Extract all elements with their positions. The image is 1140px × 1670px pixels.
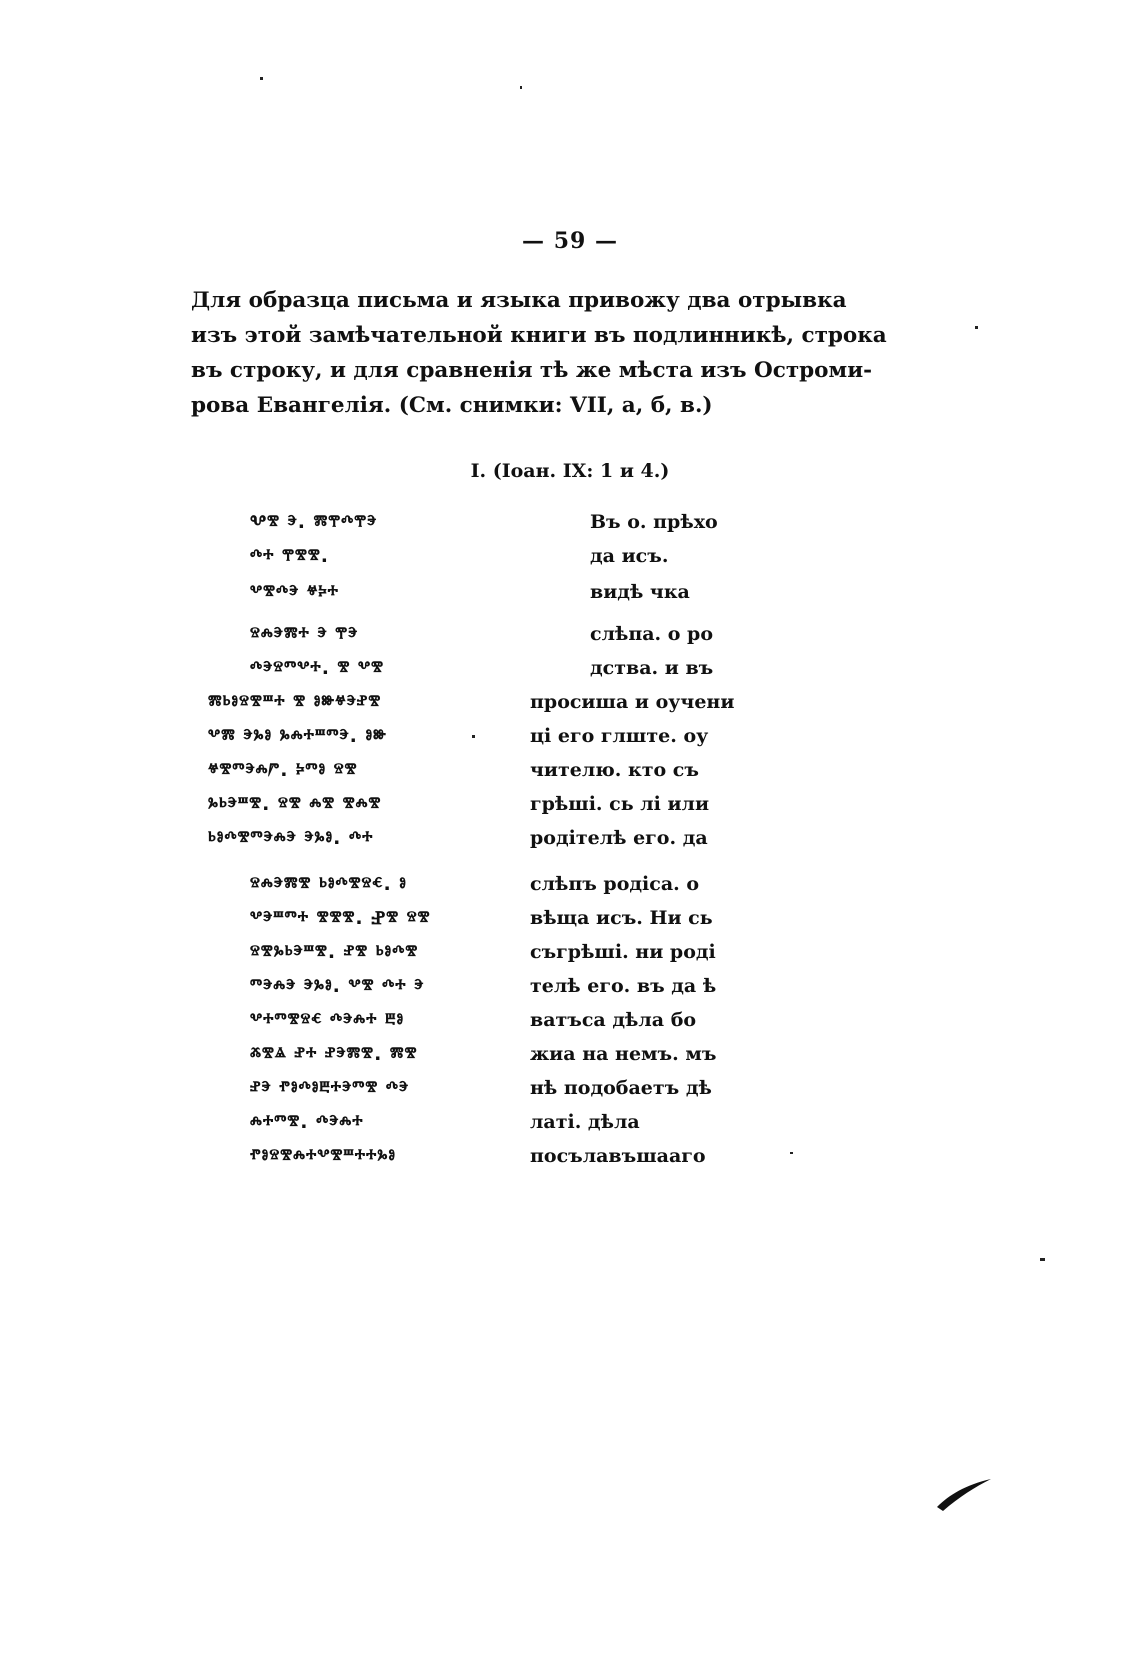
glagolitic-line: ⰿⱃⱁⱄⰺⱎⰰ ⰺ ⱁⱆⱍⰵⱀⰺ	[208, 691, 382, 713]
cyrillic-line: вѣща исъ. Ни сь	[530, 907, 713, 929]
cyrillic-line: ватъса дѣла бо	[530, 1009, 697, 1031]
glagolitic-line: ⰲⰰⱅⰺⱄⱔ ⰴⰵⰾⰰ ⰱⱁ	[250, 1009, 405, 1031]
cyrillic-line: просиша и оучени	[530, 691, 735, 713]
page-number: — 59 —	[522, 228, 618, 254]
glagolitic-line: ⱄⰺⰳⱃⰵⱎⰺ. ⱀⰺ ⱃⱁⰴⰺ	[250, 941, 419, 963]
cyrillic-line: дства. и въ	[590, 657, 714, 679]
glagolitic-line: ⰴⰵⱄⱅⰲⰰ. ⰺ ⰲⰺ	[250, 657, 385, 679]
glagolitic-line: ⱂⱁⱄⰺⰾⰰⰲⰺⱎⰰⰰⰳⱁ	[250, 1145, 397, 1167]
print-speck	[260, 77, 263, 80]
print-speck	[520, 86, 522, 89]
glagolitic-line: ⰲⰺⰴⰵ ⱍⰽⰰ	[250, 581, 339, 603]
cyrillic-line: грѣші. сь лі или	[530, 793, 710, 815]
print-speck	[472, 735, 475, 738]
intro-paragraph	[191, 283, 887, 423]
section-heading: I. (Іоан. IX: 1 и 4.)	[470, 460, 670, 482]
print-speck	[975, 326, 978, 329]
print-speck	[790, 1152, 793, 1154]
cyrillic-line: да исъ.	[590, 545, 669, 567]
glagolitic-line: ⱃⱁⰴⰺⱅⰵⰾⰵ ⰵⰳⱁ. ⰴⰰ	[208, 827, 374, 849]
cyrillic-line: родітелѣ его. да	[530, 827, 708, 849]
cyrillic-line: съгрѣші. ни роді	[530, 941, 716, 963]
cyrillic-line: посълавъшааго	[530, 1145, 706, 1167]
cyrillic-line: нѣ подобаетъ дѣ	[530, 1077, 712, 1099]
glagolitic-line: ⰲⰿ ⰵⰳⱁ ⰳⰾⰰⱎⱅⰵ. ⱁⱆ	[208, 725, 387, 747]
glagolitic-line: ⱄⰾⰵⰿⰰ ⰵ ⰹⰵ	[250, 623, 359, 645]
glagolitic-line: ⱄⰾⰵⰿⰺ ⱃⱁⰴⰺⱄⱔ. ⱁ	[250, 873, 407, 895]
glagolitic-line: ⰶⰺⱑ ⱀⰰ ⱀⰵⰿⰺ. ⰿⰺ	[250, 1043, 418, 1065]
cyrillic-line: телѣ его. въ да ѣ	[530, 975, 717, 997]
glagolitic-line: ⱅⰵⰾⰵ ⰵⰳⱁ. ⰲⰺ ⰴⰰ ⰵ	[250, 975, 425, 997]
cyrillic-line: слѣпъ родіса. о	[530, 873, 700, 895]
glagolitic-line: ⰳⱃⰵⱎⰺ. ⱄⰺ ⰾⰺ ⰺⰾⰺ	[208, 793, 382, 815]
ink-stroke-mark	[935, 1475, 995, 1515]
cyrillic-line: Въ о. прѣхо	[590, 511, 718, 533]
cyrillic-line: ці его глште. оу	[530, 725, 709, 747]
intro-line: Для образца письма и языка привожу два отрывка	[191, 288, 847, 313]
cyrillic-line: слѣпа. о ро	[590, 623, 714, 645]
glagolitic-line: ⱀⰵ ⱂⱁⰴⱁⰱⰰⰵⱅⰺ ⰴⰵ	[250, 1077, 410, 1099]
glagolitic-line: ⱍⰺⱅⰵⰾⱓ. ⰽⱅⱁ ⱄⰺ	[208, 759, 358, 781]
glagolitic-line: Ⰲⰺ ⰵ. ⰿⰹⰴⰹⰵ	[250, 511, 378, 533]
glagolitic-line: ⰲⰵⱎⱅⰰ ⰺⰺⰺ. Ⱀⰺ ⱄⰺ	[250, 907, 431, 929]
intro-line: въ строку, и для сравненія тѣ же мѣста изъ Остроми-	[191, 358, 873, 383]
cyrillic-line: жиа на немъ. мъ	[530, 1043, 717, 1065]
glagolitic-line: ⰾⰰⱅⰺ. ⰴⰵⰾⰰ	[250, 1111, 364, 1133]
intro-line: рова Евангелія. (См. снимки: VII, а, б, в.)	[191, 393, 713, 418]
cyrillic-line: чителю. кто съ	[530, 759, 699, 781]
print-speck	[1040, 1258, 1045, 1261]
cyrillic-line: латі. дѣла	[530, 1111, 640, 1133]
intro-line: изъ этой замѣчательной книги въ подлинникѣ, строка	[191, 323, 887, 348]
glagolitic-line: ⰴⰰ ⰹⰺⰺ.	[250, 545, 329, 567]
cyrillic-line: видѣ чка	[590, 581, 690, 603]
